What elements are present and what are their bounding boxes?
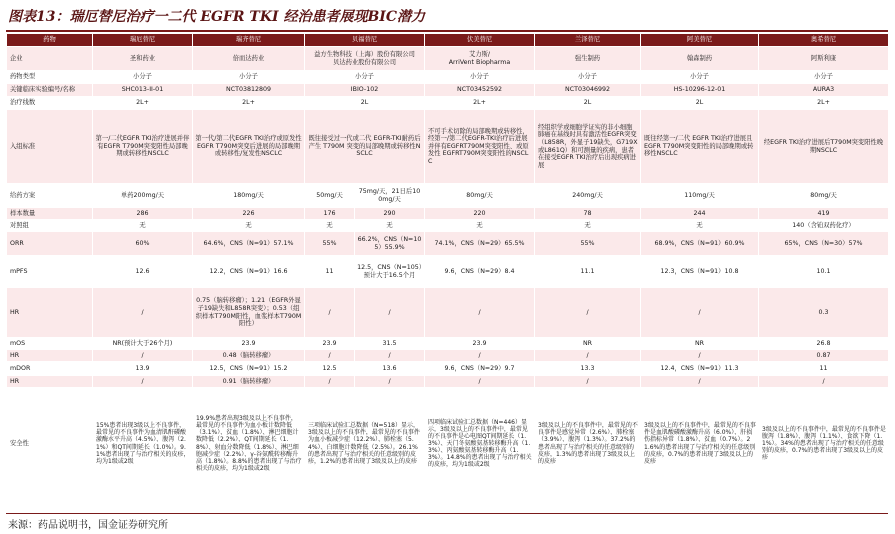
row-label: 安全性: [7, 388, 93, 500]
table-cell: 2L: [305, 97, 425, 110]
table-cell: /: [355, 376, 425, 388]
table-cell: 艾力斯/ ArriVent Biopharma: [425, 47, 535, 71]
table-cell: /: [425, 376, 535, 388]
table-cell: 240mg/天: [535, 184, 641, 208]
table-cell: 9.6，CNS（N=29）8.4: [425, 256, 535, 288]
table-cell: 64.6%，CNS（N=91）57.1%: [193, 232, 305, 256]
table-cell: 110mg/天: [641, 184, 759, 208]
table-row: [7, 47, 889, 71]
table-cell: 0.48（脑转移瘤）: [193, 350, 305, 362]
table-cell: 12.5，CNS（N=105）预计大于16.5个月: [355, 256, 425, 288]
header-cell: 兰泽替尼: [535, 34, 641, 47]
table-cell: NCT03452592: [425, 84, 535, 97]
table-cell: 第一代/第二代EGFR TKI治疗或原发性EGFR T790M突变后进展的局部晚期或转移性/复发性NSCLC: [193, 110, 305, 184]
table-cell: NR: [535, 338, 641, 350]
row-label: 对照组: [7, 220, 93, 232]
header-cell: 瑞厄替尼: [93, 34, 193, 47]
table-cell: IBIO-102: [305, 84, 425, 97]
table-cell: 74.1%，CNS（N=29）65.5%: [425, 232, 535, 256]
table-cell: 小分子: [193, 71, 305, 84]
table-cell: 小分子: [305, 71, 425, 84]
table-cell: 小分子: [425, 71, 535, 84]
table-cell: 2L+: [425, 97, 535, 110]
table-cell: NCT03812809: [193, 84, 305, 97]
table-row: [7, 208, 889, 220]
table-row: [7, 97, 889, 110]
table-cell: 0.87: [759, 350, 889, 362]
table-cell: 不可手术切除的局部晚期或转移性，经第一/第二代EGFR-TKI治疗后进展并伴有EGFRT790M突变阳性、或原发性 EGFRT790M突变阳性的NSCLC: [425, 110, 535, 184]
header-cell: 药物: [7, 34, 93, 47]
table-cell: 小分子: [535, 71, 641, 84]
table-cell: /: [93, 376, 193, 388]
table-cell: /: [93, 350, 193, 362]
table-cell: 50mg/天: [305, 184, 355, 208]
table-cell: 290: [355, 208, 425, 220]
footer-divider: [6, 513, 888, 514]
table-cell: 无: [641, 220, 759, 232]
table-cell: 2L: [535, 97, 641, 110]
header-cell: 瑞齐替尼: [193, 34, 305, 47]
table-cell: 13.9: [93, 362, 193, 376]
table-cell: NCT03046992: [535, 84, 641, 97]
table-cell: 无: [425, 220, 535, 232]
row-label: HR: [7, 376, 93, 388]
table-cell: 15%患者出现3级以上不良事件，最常见的不良事件为血清肌酐磷酸激酶水平升高（4.5%）、腹泻（2.1%）和QT间期延长（1.0%）。9.1%患者出现了与治疗相关的皮疹，均为1级或2级: [93, 388, 193, 500]
table-cell: 176: [305, 208, 355, 220]
table-cell: /: [759, 376, 889, 388]
table-cell: 第一/二代EGFR TKI治疗进展并伴有EGFR T790M突变阳性局部晚期或转移性NSCLC: [93, 110, 193, 184]
table-cell: 19.9%患者出现3级及以上不良事件，最常见的不良事件为血小板计数降低（3.1%）、贫血（1.8%）、淋巴细胞计数降低（2.2%）、QT间期延长（1.8%）、射血分数降低（1.8%）、淋巴细胞减少症（2.2%）、γ-谷氨酰转移酶升高（1.8%）。8.8%的患者出现了与治疗相关的皮疹，均为1级或2级: [193, 388, 305, 500]
comparison-table: [6, 33, 889, 500]
table-cell: /: [355, 288, 425, 338]
table-cell: 无: [93, 220, 193, 232]
table-cell: /: [305, 376, 355, 388]
table-cell: 0.3: [759, 288, 889, 338]
table-cell: 65%，CNS（N=30）57%: [759, 232, 889, 256]
table-cell: 12.5，CNS（N=91）15.2: [193, 362, 305, 376]
table-cell: 419: [759, 208, 889, 220]
table-row: [7, 376, 889, 388]
table-cell: /: [535, 288, 641, 338]
table-cell: 经EGFR TKI治疗进展后T790M突变阳性晚期NSCLC: [759, 110, 889, 184]
table-cell: 12.5: [305, 362, 355, 376]
table-cell: HS-10296-12-01: [641, 84, 759, 97]
table-cell: 无: [193, 220, 305, 232]
table-cell: 10.1: [759, 256, 889, 288]
table-cell: 无: [535, 220, 641, 232]
table-cell: 12.2，CNS（N=91）16.6: [193, 256, 305, 288]
table-cell: 23.9: [425, 338, 535, 350]
table-cell: NR(预计大于26个月): [93, 338, 193, 350]
table-cell: 13.6: [355, 362, 425, 376]
table-cell: 55%: [305, 232, 355, 256]
table-cell: 益方生物科技（上海）股份有限公司 贝达药业股份有限公司: [305, 47, 425, 71]
table-cell: /: [355, 350, 425, 362]
table-cell: /: [305, 350, 355, 362]
table-cell: /: [93, 288, 193, 338]
table-row: [7, 220, 889, 232]
table-cell: 26.8: [759, 338, 889, 350]
header-row: [7, 34, 889, 47]
source-note: 来源：药品说明书，国金证券研究所: [8, 520, 168, 531]
table-cell: 3级及以上的不良事件中，最常见的不良事件是腹泻（1.8%）、腹泻（1.1%）、食欲下降（1.1%）。34%的患者出现了与治疗相关的任意级别的皮疹，0.7%的患者出现了3级及以上的皮疹: [759, 388, 889, 500]
row-label: HR: [7, 350, 93, 362]
table-cell: 140（含铂双药化疗）: [759, 220, 889, 232]
table-cell: 220: [425, 208, 535, 220]
table-cell: 80mg/天: [759, 184, 889, 208]
table-cell: 66.2%，CNS（N=105）55.9%: [355, 232, 425, 256]
table-cell: /: [425, 288, 535, 338]
table-cell: 55%: [535, 232, 641, 256]
table-cell: 11: [759, 362, 889, 376]
table-cell: SHC013-II-01: [93, 84, 193, 97]
table-cell: 0.75（脑转移瘤）；1.21（EGFR外显子19缺失和L858R突变）；0.53（组织样本T790M阳性，血浆样本T790M阳性）: [193, 288, 305, 338]
table-cell: NR: [641, 338, 759, 350]
figure-title: 图表13：瑞厄替尼治疗一二代 EGFR TKI 经治患者展现BIC潜力: [8, 9, 425, 25]
table-cell: 无: [305, 220, 355, 232]
table-cell: 小分子: [93, 71, 193, 84]
table-cell: 四项临床试验汇总数据（N=446）显示，3级及以上的不良事件中，最常见的不良事件是心电图QT间期延长（1.3%）、天门冬氨酸氨基转移酶升高（1.3%）、丙氨酸氨基转移酶升高（1.3%）。14.8%的患者出现了与治疗相关的皮疹，均为1级或2级: [425, 388, 535, 500]
table-cell: /: [641, 288, 759, 338]
table-row: [7, 110, 889, 184]
header-cell: 阿美替尼: [641, 34, 759, 47]
table-cell: 强生制药: [535, 47, 641, 71]
header-cell: 伏美替尼: [425, 34, 535, 47]
table-cell: 3级及以上的不良事件中，最常见的不良事件是感觉异常（2.6%）、肺栓塞（3.9%）、腹泻（1.3%）。37.2%的患者出现了与治疗相关的任意级别的皮疹，1.3%的患者出现了3级及以上的皮疹: [535, 388, 641, 500]
table-row: [7, 232, 889, 256]
table-cell: 圣和药业: [93, 47, 193, 71]
row-label: 样本数量: [7, 208, 93, 220]
table-cell: 9.6，CNS（N=29）9.7: [425, 362, 535, 376]
table-cell: 68.9%，CNS（N=91）60.9%: [641, 232, 759, 256]
table-cell: 11.1: [535, 256, 641, 288]
table-cell: /: [425, 350, 535, 362]
header-cell: 奥希替尼: [759, 34, 889, 47]
row-label: mDOR: [7, 362, 93, 376]
table-row: [7, 350, 889, 362]
table-cell: 既往接受过一代或二代 EGFR-TKI耐药后产生 T790M 突变的局部晚期或转移性NSCLC: [305, 110, 425, 184]
table-cell: 11: [305, 256, 355, 288]
header-cell: 贝福替尼: [305, 34, 425, 47]
title-underline: [6, 30, 888, 32]
table-cell: 无: [355, 220, 425, 232]
table-cell: /: [641, 376, 759, 388]
table-row: [7, 362, 889, 376]
row-label: 给药方案: [7, 184, 93, 208]
table-cell: 三项临床试验汇总数据（N=518）显示，3级及以上的不良事件，最常见的不良事件为血小板减少症（12.2%）、肺栓塞（5.4%）、白细胞计数降低（2.5%）。26.1%的患者出现了与治疗相关的任意级别的皮疹，1.2%的患者出现了3级及以上的皮疹: [305, 388, 425, 500]
table-cell: 13.3: [535, 362, 641, 376]
table-cell: 12.6: [93, 256, 193, 288]
table-cell: 12.4，CNS（N=91）11.3: [641, 362, 759, 376]
table-cell: 80mg/天: [425, 184, 535, 208]
table-cell: 60%: [93, 232, 193, 256]
table-cell: 小分子: [759, 71, 889, 84]
table-cell: 0.91（脑转移瘤）: [193, 376, 305, 388]
table-row: [7, 388, 889, 500]
row-label: 治疗线数: [7, 97, 93, 110]
table-cell: 倍而达药业: [193, 47, 305, 71]
row-label: 企业: [7, 47, 93, 71]
row-label: mPFS: [7, 256, 93, 288]
table-cell: 既往经第一/二代 EGFR TKI治疗进展且 EGFR T790M突变阳性的局部晚期或转移性NSCLC: [641, 110, 759, 184]
table-row: [7, 184, 889, 208]
table-row: [7, 288, 889, 338]
table-cell: 经组织学或细胞学证实的非小细胞肺癌在基线时具有激活性EGFR突变（L858R，外显子19缺失，G719X或L861Q）和可测量的疾病，患者在接受EGFR TKI治疗后出现疾病进展: [535, 110, 641, 184]
table-cell: 2L: [641, 97, 759, 110]
row-label: HR: [7, 288, 93, 338]
table-cell: 翰森制药: [641, 47, 759, 71]
table-cell: AURA3: [759, 84, 889, 97]
row-label: 关键临床实验编号/名称: [7, 84, 93, 97]
table-cell: /: [535, 350, 641, 362]
table-cell: 小分子: [641, 71, 759, 84]
table-cell: /: [641, 350, 759, 362]
table-cell: 阿斯利康: [759, 47, 889, 71]
table-row: [7, 256, 889, 288]
table-cell: 23.9: [193, 338, 305, 350]
table-cell: 286: [93, 208, 193, 220]
table-cell: 31.5: [355, 338, 425, 350]
table-cell: 2L+: [193, 97, 305, 110]
table-cell: 23.9: [305, 338, 355, 350]
row-label: ORR: [7, 232, 93, 256]
table-cell: 3级及以上的不良事件中，最常见的不良事件是血肌酸磷酸激酶升高（6.0%）、肝损伤指标异常（1.8%）、贫血（0.7%）。21.6%的患者出现了与治疗相关的任意级别的皮疹，0.7%的患者出现了3级及以上的皮疹: [641, 388, 759, 500]
table-cell: 2L+: [759, 97, 889, 110]
table-cell: 180mg/天: [193, 184, 305, 208]
row-label: 入组标准: [7, 110, 93, 184]
table-cell: 2L+: [93, 97, 193, 110]
table-cell: 226: [193, 208, 305, 220]
table-row: [7, 71, 889, 84]
row-label: mOS: [7, 338, 93, 350]
table-cell: /: [305, 288, 355, 338]
table-cell: 75mg/天，21日后100mg/天: [355, 184, 425, 208]
table-cell: 12.3，CNS（N=91）10.8: [641, 256, 759, 288]
table-cell: 78: [535, 208, 641, 220]
table-cell: 244: [641, 208, 759, 220]
table-row: [7, 84, 889, 97]
table-cell: /: [535, 376, 641, 388]
table-row: [7, 338, 889, 350]
table-cell: 单药200mg/天: [93, 184, 193, 208]
row-label: 药物类型: [7, 71, 93, 84]
